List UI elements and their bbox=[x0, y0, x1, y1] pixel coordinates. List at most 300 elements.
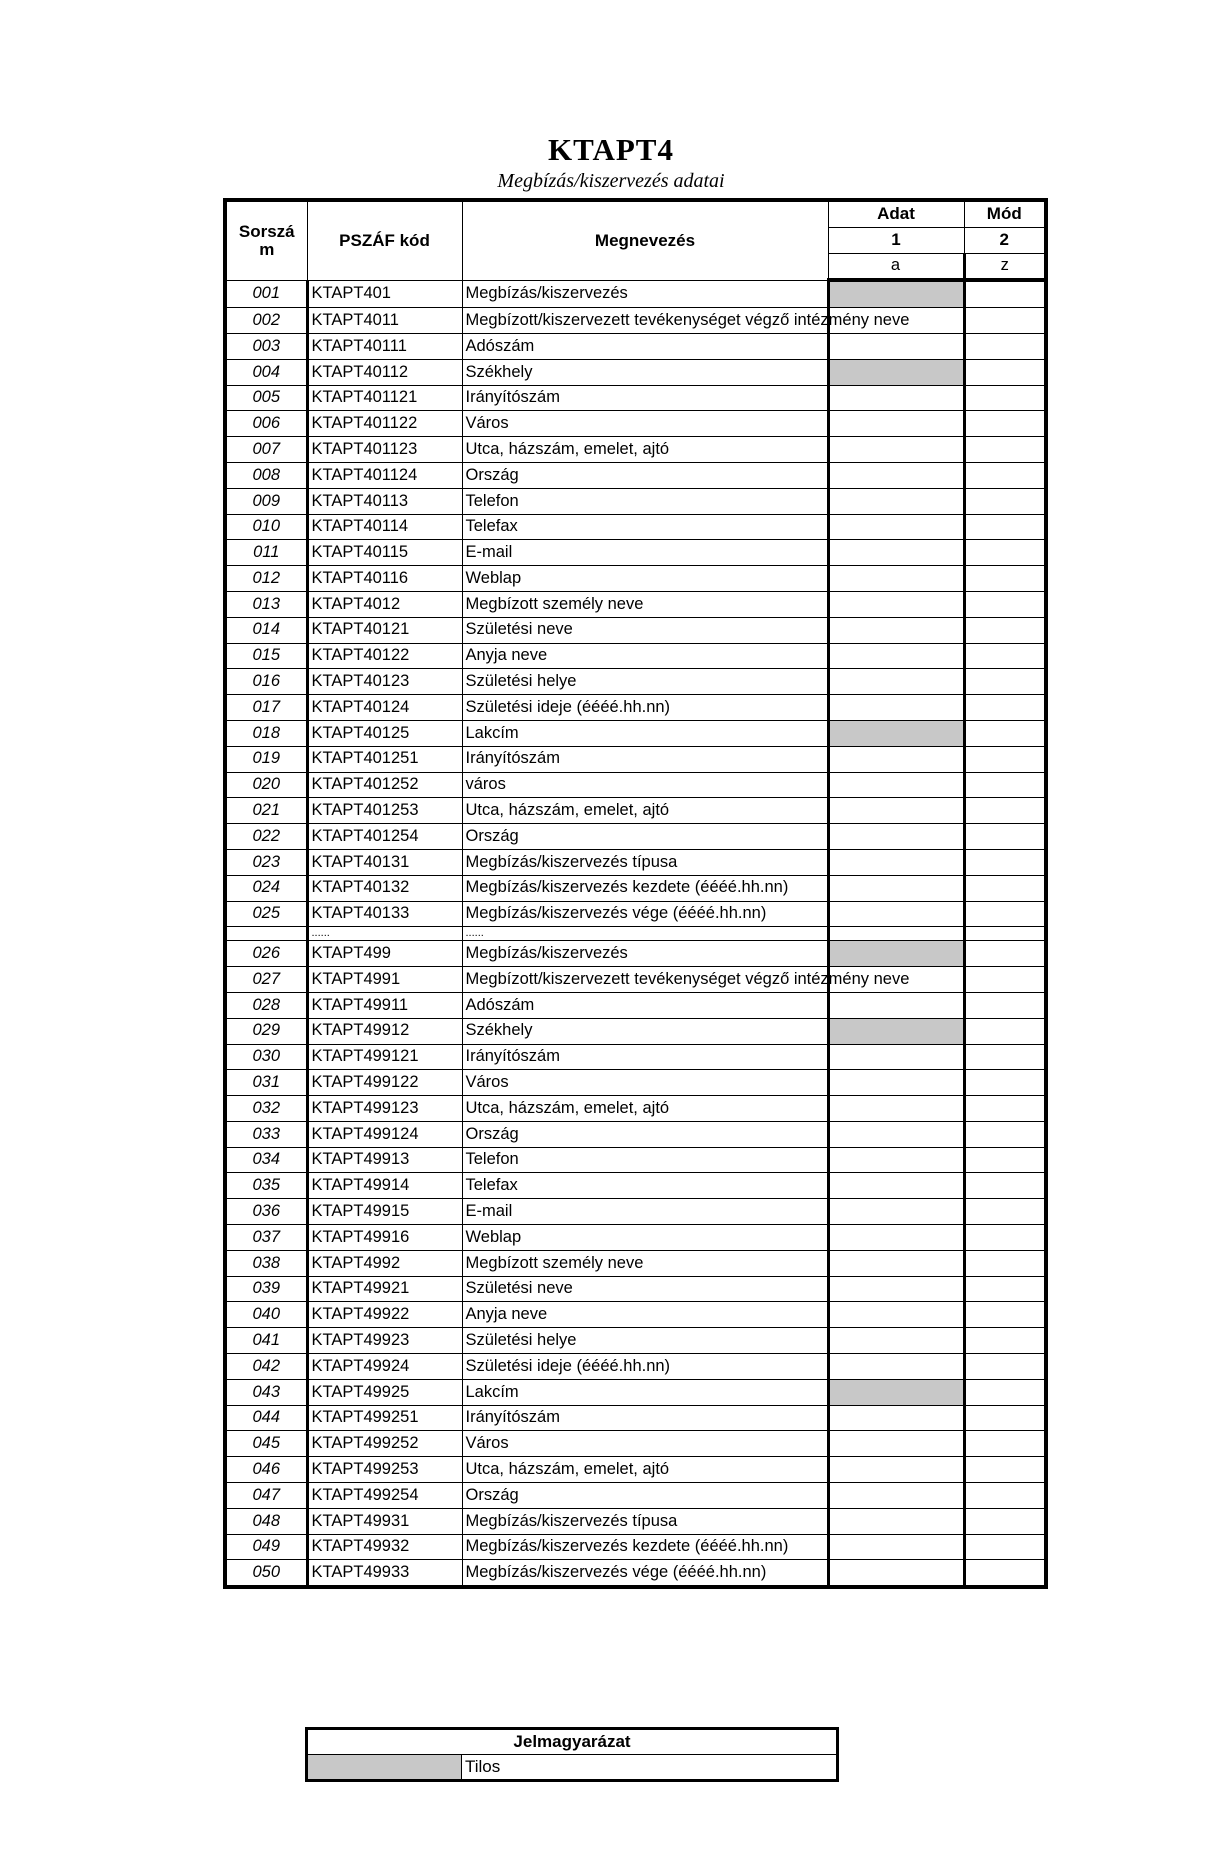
row-adat-cell bbox=[828, 359, 964, 385]
row-name: Ország bbox=[462, 824, 828, 850]
row-name: Megbízott személy neve bbox=[462, 1250, 828, 1276]
header-pszaf-kod: PSZÁF kód bbox=[307, 200, 462, 280]
row-adat-cell[interactable] bbox=[828, 591, 964, 617]
table-row bbox=[225, 1096, 1046, 1122]
row-name: ...... bbox=[462, 927, 828, 941]
row-name: Megbízás/kiszervezés bbox=[462, 280, 828, 307]
row-adat-cell bbox=[828, 720, 964, 746]
row-adat-cell bbox=[828, 280, 964, 307]
row-number: 025 bbox=[225, 901, 307, 927]
row-name: Születési helye bbox=[462, 669, 828, 695]
row-mod-cell[interactable] bbox=[964, 746, 1046, 772]
row-number: 014 bbox=[225, 617, 307, 643]
row-number: 039 bbox=[225, 1276, 307, 1302]
table-row bbox=[225, 1431, 1046, 1457]
row-mod-cell[interactable] bbox=[964, 1225, 1046, 1251]
row-mod-cell[interactable] bbox=[964, 1457, 1046, 1483]
row-name: város bbox=[462, 772, 828, 798]
row-code: KTAPT49933 bbox=[307, 1560, 462, 1587]
table-row bbox=[225, 1225, 1046, 1251]
header-adat-type: a bbox=[828, 253, 964, 280]
table-row bbox=[225, 772, 1046, 798]
row-name: Irányítószám bbox=[462, 1405, 828, 1431]
table-row bbox=[225, 1405, 1046, 1431]
row-code: KTAPT40133 bbox=[307, 901, 462, 927]
row-mod-cell[interactable] bbox=[964, 695, 1046, 721]
row-number: 033 bbox=[225, 1121, 307, 1147]
row-name: Születési ideje (éééé.hh.nn) bbox=[462, 1354, 828, 1380]
row-name: Székhely bbox=[462, 1018, 828, 1044]
table-row bbox=[225, 941, 1046, 967]
row-adat-cell[interactable] bbox=[828, 1044, 964, 1070]
table-row bbox=[225, 643, 1046, 669]
row-mod-cell[interactable] bbox=[964, 875, 1046, 901]
row-mod-cell[interactable] bbox=[964, 280, 1046, 307]
row-adat-cell bbox=[828, 941, 964, 967]
table-row bbox=[225, 566, 1046, 592]
table-row bbox=[225, 1147, 1046, 1173]
row-code: KTAPT49923 bbox=[307, 1328, 462, 1354]
table-row bbox=[225, 1534, 1046, 1560]
row-mod-cell[interactable] bbox=[964, 1199, 1046, 1225]
gap-row bbox=[225, 927, 1046, 941]
row-adat-cell[interactable] bbox=[828, 617, 964, 643]
row-name: E-mail bbox=[462, 1199, 828, 1225]
row-name: Anyja neve bbox=[462, 643, 828, 669]
row-code: KTAPT49925 bbox=[307, 1379, 462, 1405]
row-name: Megbízott/kiszervezett tevékenységet végző intézmény neve bbox=[462, 308, 828, 334]
table-row bbox=[225, 462, 1046, 488]
table-row bbox=[225, 359, 1046, 385]
row-mod-cell[interactable] bbox=[964, 1483, 1046, 1509]
row-mod-cell[interactable] bbox=[964, 462, 1046, 488]
row-adat-cell[interactable] bbox=[828, 1276, 964, 1302]
row-code: KTAPT499254 bbox=[307, 1483, 462, 1509]
row-adat-cell[interactable] bbox=[828, 333, 964, 359]
row-number: 047 bbox=[225, 1483, 307, 1509]
row-mod-cell[interactable] bbox=[964, 591, 1046, 617]
row-mod-cell[interactable] bbox=[964, 772, 1046, 798]
table-row bbox=[225, 308, 1046, 334]
row-mod-cell[interactable] bbox=[964, 824, 1046, 850]
row-number: 048 bbox=[225, 1508, 307, 1534]
row-number: 038 bbox=[225, 1250, 307, 1276]
row-number: 043 bbox=[225, 1379, 307, 1405]
row-name: Telefax bbox=[462, 514, 828, 540]
row-number: 044 bbox=[225, 1405, 307, 1431]
legend-label: Tilos bbox=[462, 1755, 838, 1781]
header-mod-type: z bbox=[964, 253, 1046, 280]
row-number: 026 bbox=[225, 941, 307, 967]
header-sorszam: Sorszá m bbox=[225, 200, 307, 280]
row-adat-cell[interactable] bbox=[828, 695, 964, 721]
row-number: 004 bbox=[225, 359, 307, 385]
legend-title: Jelmagyarázat bbox=[307, 1729, 838, 1755]
row-number: 045 bbox=[225, 1431, 307, 1457]
row-code: KTAPT401122 bbox=[307, 411, 462, 437]
row-code: KTAPT40115 bbox=[307, 540, 462, 566]
legend-swatch bbox=[307, 1755, 462, 1781]
row-code: KTAPT401254 bbox=[307, 824, 462, 850]
row-code: KTAPT40113 bbox=[307, 488, 462, 514]
row-name: Irányítószám bbox=[462, 1044, 828, 1070]
row-adat-cell[interactable] bbox=[828, 992, 964, 1018]
table-row bbox=[225, 437, 1046, 463]
row-name: E-mail bbox=[462, 540, 828, 566]
row-adat-cell[interactable] bbox=[828, 927, 964, 941]
row-code: KTAPT499 bbox=[307, 941, 462, 967]
table-row bbox=[225, 695, 1046, 721]
row-adat-cell bbox=[828, 1018, 964, 1044]
row-name: Telefon bbox=[462, 488, 828, 514]
header-mod: Mód bbox=[964, 200, 1046, 227]
row-mod-cell[interactable] bbox=[964, 1250, 1046, 1276]
table-row bbox=[225, 1121, 1046, 1147]
row-number: 046 bbox=[225, 1457, 307, 1483]
row-adat-cell[interactable] bbox=[828, 643, 964, 669]
row-adat-cell[interactable] bbox=[828, 1354, 964, 1380]
row-mod-cell[interactable] bbox=[964, 488, 1046, 514]
row-mod-cell[interactable] bbox=[964, 1405, 1046, 1431]
table-row bbox=[225, 1379, 1046, 1405]
row-code: KTAPT40121 bbox=[307, 617, 462, 643]
row-code: KTAPT499124 bbox=[307, 1121, 462, 1147]
row-code: KTAPT401121 bbox=[307, 385, 462, 411]
row-number: 019 bbox=[225, 746, 307, 772]
row-code: KTAPT499251 bbox=[307, 1405, 462, 1431]
row-adat-cell[interactable] bbox=[828, 1508, 964, 1534]
header-mod-num: 2 bbox=[964, 227, 1046, 253]
row-number: 016 bbox=[225, 669, 307, 695]
row-name: Születési neve bbox=[462, 617, 828, 643]
row-mod-cell[interactable] bbox=[964, 1121, 1046, 1147]
row-number: 040 bbox=[225, 1302, 307, 1328]
table-row bbox=[225, 617, 1046, 643]
row-adat-cell[interactable] bbox=[828, 824, 964, 850]
row-code: KTAPT4992 bbox=[307, 1250, 462, 1276]
row-number: 009 bbox=[225, 488, 307, 514]
row-number: 008 bbox=[225, 462, 307, 488]
row-code: KTAPT4991 bbox=[307, 967, 462, 993]
header-megnevezes: Megnevezés bbox=[462, 200, 828, 280]
row-code: KTAPT49916 bbox=[307, 1225, 462, 1251]
row-name: Irányítószám bbox=[462, 746, 828, 772]
row-name: Ország bbox=[462, 462, 828, 488]
table-row bbox=[225, 1302, 1046, 1328]
row-mod-cell[interactable] bbox=[964, 1044, 1046, 1070]
row-name: Megbízott személy neve bbox=[462, 591, 828, 617]
table-row bbox=[225, 849, 1046, 875]
row-mod-cell[interactable] bbox=[964, 1018, 1046, 1044]
table-row bbox=[225, 333, 1046, 359]
table-row bbox=[225, 488, 1046, 514]
row-name: Megbízás/kiszervezés típusa bbox=[462, 1508, 828, 1534]
table-body bbox=[225, 280, 1046, 1587]
row-name: Anyja neve bbox=[462, 1302, 828, 1328]
row-code: KTAPT49924 bbox=[307, 1354, 462, 1380]
row-number: 017 bbox=[225, 695, 307, 721]
row-adat-cell[interactable] bbox=[828, 1483, 964, 1509]
row-name: Utca, házszám, emelet, ajtó bbox=[462, 1457, 828, 1483]
row-code: KTAPT40111 bbox=[307, 333, 462, 359]
row-code: KTAPT40114 bbox=[307, 514, 462, 540]
row-code: KTAPT40116 bbox=[307, 566, 462, 592]
row-code: KTAPT4011 bbox=[307, 308, 462, 334]
row-code: KTAPT49912 bbox=[307, 1018, 462, 1044]
row-mod-cell[interactable] bbox=[964, 798, 1046, 824]
row-adat-cell[interactable] bbox=[828, 1199, 964, 1225]
table-row bbox=[225, 1560, 1046, 1587]
row-mod-cell[interactable] bbox=[964, 1508, 1046, 1534]
row-mod-cell[interactable] bbox=[964, 514, 1046, 540]
table-row bbox=[225, 1199, 1046, 1225]
table-row bbox=[225, 1354, 1046, 1380]
row-adat-cell[interactable] bbox=[828, 1173, 964, 1199]
row-mod-cell[interactable] bbox=[964, 720, 1046, 746]
row-adat-cell[interactable] bbox=[828, 514, 964, 540]
row-code: KTAPT499253 bbox=[307, 1457, 462, 1483]
row-code: KTAPT499123 bbox=[307, 1096, 462, 1122]
row-number: 036 bbox=[225, 1199, 307, 1225]
row-mod-cell[interactable] bbox=[964, 1276, 1046, 1302]
row-mod-cell[interactable] bbox=[964, 669, 1046, 695]
row-name: Megbízás/kiszervezés kezdete (éééé.hh.nn) bbox=[462, 875, 828, 901]
row-name: Lakcím bbox=[462, 720, 828, 746]
table-row bbox=[225, 1483, 1046, 1509]
row-mod-cell[interactable] bbox=[964, 1379, 1046, 1405]
table-row bbox=[225, 875, 1046, 901]
header-adat: Adat bbox=[828, 200, 964, 227]
row-number: 042 bbox=[225, 1354, 307, 1380]
table-row bbox=[225, 798, 1046, 824]
table-row bbox=[225, 1018, 1046, 1044]
row-mod-cell[interactable] bbox=[964, 1431, 1046, 1457]
row-adat-cell[interactable] bbox=[828, 1431, 964, 1457]
row-name: Születési ideje (éééé.hh.nn) bbox=[462, 695, 828, 721]
row-number: 035 bbox=[225, 1173, 307, 1199]
table-row bbox=[225, 540, 1046, 566]
row-number: 028 bbox=[225, 992, 307, 1018]
table-row bbox=[225, 824, 1046, 850]
row-mod-cell[interactable] bbox=[964, 566, 1046, 592]
table-row bbox=[225, 514, 1046, 540]
row-number: 050 bbox=[225, 1560, 307, 1587]
row-code: KTAPT40125 bbox=[307, 720, 462, 746]
table-row bbox=[225, 411, 1046, 437]
table-row bbox=[225, 1457, 1046, 1483]
row-adat-cell[interactable] bbox=[828, 1070, 964, 1096]
row-adat-cell[interactable] bbox=[828, 1560, 964, 1587]
row-name: Adószám bbox=[462, 333, 828, 359]
row-mod-cell[interactable] bbox=[964, 1096, 1046, 1122]
table-row bbox=[225, 1173, 1046, 1199]
row-adat-cell bbox=[828, 1379, 964, 1405]
row-name: Ország bbox=[462, 1483, 828, 1509]
row-adat-cell[interactable] bbox=[828, 1096, 964, 1122]
row-adat-cell[interactable] bbox=[828, 462, 964, 488]
row-number: 031 bbox=[225, 1070, 307, 1096]
row-name: Megbízás/kiszervezés bbox=[462, 941, 828, 967]
row-mod-cell[interactable] bbox=[964, 927, 1046, 941]
row-number bbox=[225, 927, 307, 941]
row-name: Születési helye bbox=[462, 1328, 828, 1354]
row-number: 005 bbox=[225, 385, 307, 411]
row-name: Székhely bbox=[462, 359, 828, 385]
row-mod-cell[interactable] bbox=[964, 901, 1046, 927]
row-number: 012 bbox=[225, 566, 307, 592]
row-code: KTAPT40122 bbox=[307, 643, 462, 669]
table-row bbox=[225, 1328, 1046, 1354]
row-name: Utca, házszám, emelet, ajtó bbox=[462, 798, 828, 824]
row-mod-cell[interactable] bbox=[964, 941, 1046, 967]
row-adat-cell[interactable] bbox=[828, 540, 964, 566]
row-code: KTAPT40123 bbox=[307, 669, 462, 695]
row-code: KTAPT401253 bbox=[307, 798, 462, 824]
row-adat-cell[interactable] bbox=[828, 746, 964, 772]
row-name: Adószám bbox=[462, 992, 828, 1018]
row-adat-cell[interactable] bbox=[828, 1534, 964, 1560]
row-code: KTAPT49913 bbox=[307, 1147, 462, 1173]
row-number: 021 bbox=[225, 798, 307, 824]
row-mod-cell[interactable] bbox=[964, 617, 1046, 643]
row-code: KTAPT49932 bbox=[307, 1534, 462, 1560]
row-adat-cell[interactable] bbox=[828, 1121, 964, 1147]
row-number: 011 bbox=[225, 540, 307, 566]
row-mod-cell[interactable] bbox=[964, 992, 1046, 1018]
row-code: KTAPT40131 bbox=[307, 849, 462, 875]
row-adat-cell[interactable] bbox=[828, 1250, 964, 1276]
row-code: ...... bbox=[307, 927, 462, 941]
table-row bbox=[225, 1070, 1046, 1096]
table-row bbox=[225, 1044, 1046, 1070]
row-code: KTAPT4012 bbox=[307, 591, 462, 617]
row-code: KTAPT401124 bbox=[307, 462, 462, 488]
row-mod-cell[interactable] bbox=[964, 437, 1046, 463]
row-adat-cell[interactable] bbox=[828, 875, 964, 901]
row-adat-cell[interactable] bbox=[828, 1405, 964, 1431]
row-name: Ország bbox=[462, 1121, 828, 1147]
row-mod-cell[interactable] bbox=[964, 308, 1046, 334]
row-number: 022 bbox=[225, 824, 307, 850]
row-name: Utca, házszám, emelet, ajtó bbox=[462, 1096, 828, 1122]
row-code: KTAPT401 bbox=[307, 280, 462, 307]
page-title: KTAPT4 bbox=[548, 132, 674, 167]
row-code: KTAPT49922 bbox=[307, 1302, 462, 1328]
row-mod-cell[interactable] bbox=[964, 1328, 1046, 1354]
row-adat-cell[interactable] bbox=[828, 1225, 964, 1251]
row-code: KTAPT499252 bbox=[307, 1431, 462, 1457]
row-name: Telefon bbox=[462, 1147, 828, 1173]
row-name: Megbízás/kiszervezés típusa bbox=[462, 849, 828, 875]
row-adat-cell[interactable] bbox=[828, 772, 964, 798]
row-name: Weblap bbox=[462, 1225, 828, 1251]
row-name: Telefax bbox=[462, 1173, 828, 1199]
row-code: KTAPT401123 bbox=[307, 437, 462, 463]
table-row bbox=[225, 720, 1046, 746]
row-adat-cell[interactable] bbox=[828, 1147, 964, 1173]
row-mod-cell[interactable] bbox=[964, 1070, 1046, 1096]
row-adat-cell[interactable] bbox=[828, 901, 964, 927]
row-mod-cell[interactable] bbox=[964, 1534, 1046, 1560]
row-number: 010 bbox=[225, 514, 307, 540]
table-row bbox=[225, 746, 1046, 772]
row-number: 029 bbox=[225, 1018, 307, 1044]
row-adat-cell[interactable] bbox=[828, 411, 964, 437]
row-mod-cell[interactable] bbox=[964, 1302, 1046, 1328]
row-mod-cell[interactable] bbox=[964, 333, 1046, 359]
row-mod-cell[interactable] bbox=[964, 967, 1046, 993]
row-code: KTAPT401252 bbox=[307, 772, 462, 798]
row-adat-cell[interactable] bbox=[828, 849, 964, 875]
row-adat-cell[interactable] bbox=[828, 798, 964, 824]
row-adat-cell[interactable] bbox=[828, 1457, 964, 1483]
row-name: Város bbox=[462, 1070, 828, 1096]
row-number: 007 bbox=[225, 437, 307, 463]
row-mod-cell[interactable] bbox=[964, 849, 1046, 875]
row-code: KTAPT49921 bbox=[307, 1276, 462, 1302]
row-name: Utca, házszám, emelet, ajtó bbox=[462, 437, 828, 463]
table-row bbox=[225, 992, 1046, 1018]
row-mod-cell[interactable] bbox=[964, 359, 1046, 385]
row-code: KTAPT40112 bbox=[307, 359, 462, 385]
row-mod-cell[interactable] bbox=[964, 1173, 1046, 1199]
row-number: 032 bbox=[225, 1096, 307, 1122]
row-code: KTAPT49911 bbox=[307, 992, 462, 1018]
row-code: KTAPT49931 bbox=[307, 1508, 462, 1534]
row-name: Megbízás/kiszervezés vége (éééé.hh.nn) bbox=[462, 1560, 828, 1587]
row-adat-cell[interactable] bbox=[828, 437, 964, 463]
row-number: 003 bbox=[225, 333, 307, 359]
row-mod-cell[interactable] bbox=[964, 1354, 1046, 1380]
row-code: KTAPT40132 bbox=[307, 875, 462, 901]
row-name: Város bbox=[462, 1431, 828, 1457]
row-number: 037 bbox=[225, 1225, 307, 1251]
table-row bbox=[225, 1276, 1046, 1302]
table-row bbox=[225, 1250, 1046, 1276]
row-adat-cell[interactable] bbox=[828, 566, 964, 592]
table-row bbox=[225, 669, 1046, 695]
row-code: KTAPT49914 bbox=[307, 1173, 462, 1199]
row-adat-cell[interactable] bbox=[828, 488, 964, 514]
row-name: Weblap bbox=[462, 566, 828, 592]
row-mod-cell[interactable] bbox=[964, 540, 1046, 566]
row-mod-cell[interactable] bbox=[964, 1147, 1046, 1173]
data-table bbox=[223, 198, 1048, 1589]
row-code: KTAPT49915 bbox=[307, 1199, 462, 1225]
row-adat-cell[interactable] bbox=[828, 1302, 964, 1328]
row-number: 024 bbox=[225, 875, 307, 901]
row-mod-cell[interactable] bbox=[964, 385, 1046, 411]
table-row bbox=[225, 901, 1046, 927]
table-header bbox=[225, 200, 1046, 280]
row-mod-cell[interactable] bbox=[964, 643, 1046, 669]
row-number: 001 bbox=[225, 280, 307, 307]
row-mod-cell[interactable] bbox=[964, 1560, 1046, 1587]
row-code: KTAPT499121 bbox=[307, 1044, 462, 1070]
header-adat-num: 1 bbox=[828, 227, 964, 253]
table-row bbox=[225, 591, 1046, 617]
row-number: 013 bbox=[225, 591, 307, 617]
row-number: 020 bbox=[225, 772, 307, 798]
row-mod-cell[interactable] bbox=[964, 411, 1046, 437]
row-adat-cell[interactable] bbox=[828, 669, 964, 695]
row-number: 023 bbox=[225, 849, 307, 875]
row-adat-cell[interactable] bbox=[828, 385, 964, 411]
row-adat-cell[interactable] bbox=[828, 1328, 964, 1354]
row-code: KTAPT401251 bbox=[307, 746, 462, 772]
legend-table bbox=[305, 1727, 839, 1782]
row-number: 018 bbox=[225, 720, 307, 746]
